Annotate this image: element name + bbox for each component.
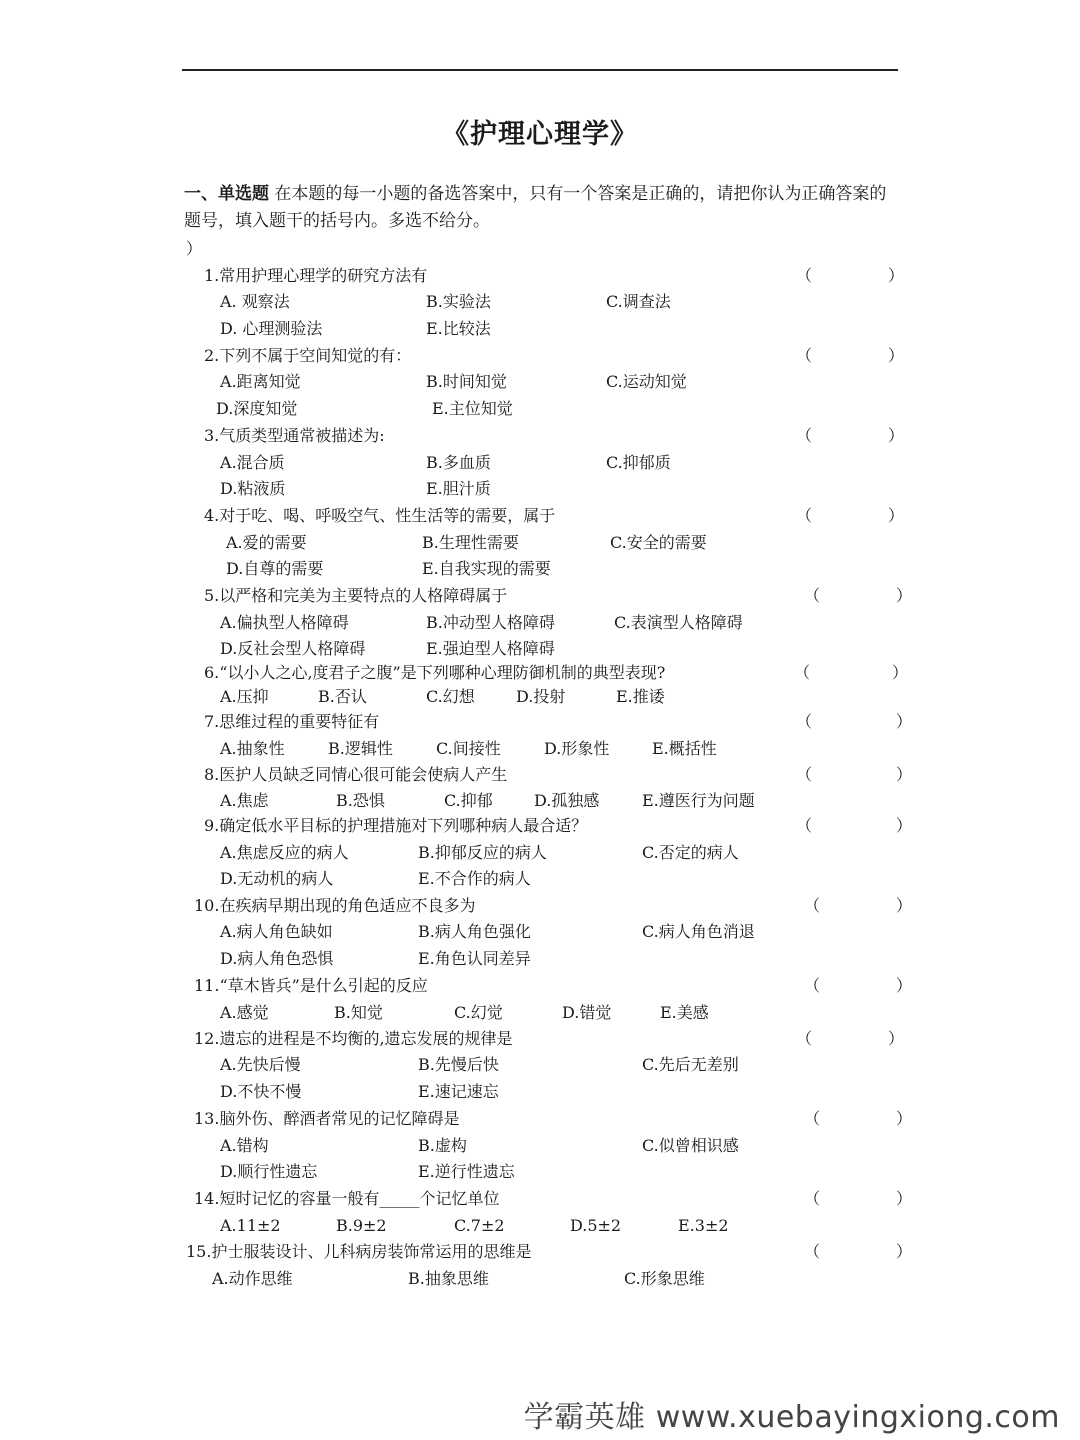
answer-bracket-open: （ bbox=[796, 266, 813, 285]
answer-option: A.病人角色缺如 bbox=[220, 922, 333, 941]
answer-option: A.抽象性 bbox=[220, 739, 285, 758]
answer-bracket-close: ） bbox=[896, 976, 913, 995]
answer-option: A.11±2 bbox=[220, 1216, 281, 1235]
answer-option: D.5±2 bbox=[570, 1216, 622, 1235]
page-title: 《护理心理学》 bbox=[442, 119, 638, 150]
answer-bracket-open: （ bbox=[796, 1029, 813, 1048]
answer-option: C.先后无差别 bbox=[642, 1055, 739, 1074]
answer-option: B.先慢后快 bbox=[418, 1055, 499, 1074]
question-stem: 11.“草木皆兵”是什么引起的反应 bbox=[194, 976, 428, 995]
answer-bracket-close: ） bbox=[896, 1109, 913, 1128]
answer-bracket-open: （ bbox=[804, 1242, 821, 1261]
answer-bracket-open: （ bbox=[796, 346, 813, 365]
answer-option: B.9±2 bbox=[336, 1216, 387, 1235]
question-stem: 2.下列不属于空间知觉的有： bbox=[204, 346, 412, 365]
answer-bracket-close: ） bbox=[888, 266, 905, 285]
answer-option: C.间接性 bbox=[436, 739, 501, 758]
answer-option: C.运动知觉 bbox=[606, 372, 687, 391]
answer-option: A.爱的需要 bbox=[226, 533, 307, 552]
answer-option: A.焦虑反应的病人 bbox=[220, 843, 349, 862]
answer-bracket-open: （ bbox=[796, 712, 813, 731]
answer-option: B.冲动型人格障碍 bbox=[426, 613, 555, 632]
answer-option: C.病人角色消退 bbox=[642, 922, 755, 941]
answer-option: D.顺行性遗忘 bbox=[220, 1162, 318, 1181]
answer-bracket-open: （ bbox=[804, 1189, 821, 1208]
answer-option: A.先快后慢 bbox=[220, 1055, 301, 1074]
answer-bracket-open: （ bbox=[796, 426, 813, 445]
answer-option: D.不快不慢 bbox=[220, 1082, 302, 1101]
answer-bracket-open: （ bbox=[794, 663, 811, 682]
answer-option: D.自尊的需要 bbox=[226, 559, 324, 578]
answer-option: D.错觉 bbox=[562, 1003, 612, 1022]
answer-option: A.偏执型人格障碍 bbox=[220, 613, 349, 632]
answer-bracket-open: （ bbox=[804, 896, 821, 915]
question-stem: 12.遗忘的进程是不均衡的,遗忘发展的规律是 bbox=[194, 1029, 513, 1048]
answer-option: B.虚构 bbox=[418, 1136, 467, 1155]
answer-option: B.实验法 bbox=[426, 292, 491, 311]
answer-option: E.推诿 bbox=[616, 687, 665, 706]
answer-bracket-open: （ bbox=[804, 1109, 821, 1128]
answer-bracket-close: ） bbox=[896, 1242, 913, 1261]
answer-option: D.无动机的病人 bbox=[220, 869, 334, 888]
question-stem: 7.思维过程的重要特征有 bbox=[204, 712, 380, 731]
answer-bracket-close: ） bbox=[888, 346, 905, 365]
answer-bracket-close: ） bbox=[888, 506, 905, 525]
answer-option: C.7±2 bbox=[454, 1216, 505, 1235]
answer-option: B.多血质 bbox=[426, 453, 491, 472]
answer-option: D.投射 bbox=[516, 687, 566, 706]
question-stem: 13.脑外伤、醉酒者常见的记忆障碍是 bbox=[194, 1109, 460, 1128]
answer-option: E.比较法 bbox=[426, 319, 491, 338]
answer-option: B.否认 bbox=[318, 687, 367, 706]
question-stem: 8.医护人员缺乏同情心很可能会使病人产生 bbox=[204, 765, 508, 784]
answer-option: A.动作思维 bbox=[212, 1269, 293, 1288]
question-stem: 9.确定低水平目标的护理措施对下列哪种病人最合适？ bbox=[204, 816, 588, 835]
answer-option: C.安全的需要 bbox=[610, 533, 707, 552]
answer-option: C.表演型人格障碍 bbox=[614, 613, 743, 632]
answer-option: B.病人角色强化 bbox=[418, 922, 531, 941]
section-heading: 一、单选题 bbox=[184, 184, 269, 204]
answer-option: A.感觉 bbox=[220, 1003, 269, 1022]
answer-option: C.抑郁 bbox=[444, 791, 493, 810]
answer-bracket-close: ） bbox=[896, 712, 913, 731]
answer-bracket-close: ） bbox=[896, 765, 913, 784]
answer-bracket-close: ） bbox=[892, 663, 909, 682]
answer-option: E.3±2 bbox=[678, 1216, 729, 1235]
answer-bracket-open: （ bbox=[804, 586, 821, 605]
answer-option: E.逆行性遗忘 bbox=[418, 1162, 515, 1181]
answer-option: D.深度知觉 bbox=[216, 399, 298, 418]
section-instructions: 在本题的每一小题的备选答案中，只有一个答案是正确的，请把你认为正确答案的题号，填入题干的括号内。多选不给分。 bbox=[184, 184, 887, 231]
answer-option: D.病人角色恐惧 bbox=[220, 949, 334, 968]
answer-option: B.生理性需要 bbox=[422, 533, 519, 552]
answer-option: B.时间知觉 bbox=[426, 372, 507, 391]
answer-option: D.孤独感 bbox=[534, 791, 600, 810]
answer-option: B.抑郁反应的病人 bbox=[418, 843, 547, 862]
stray-paren: ） bbox=[186, 239, 203, 258]
answer-option: D.粘液质 bbox=[220, 479, 286, 498]
answer-option: E.美感 bbox=[660, 1003, 709, 1022]
answer-option: A.错构 bbox=[220, 1136, 269, 1155]
answer-option: E.概括性 bbox=[652, 739, 717, 758]
answer-option: C.抑郁质 bbox=[606, 453, 671, 472]
question-stem: 6.“以小人之心,度君子之腹”是下列哪种心理防御机制的典型表现? bbox=[204, 663, 666, 682]
answer-option: C.形象思维 bbox=[624, 1269, 705, 1288]
question-stem: 10.在疾病早期出现的角色适应不良多为 bbox=[194, 896, 476, 915]
answer-bracket-close: ） bbox=[888, 1029, 905, 1048]
answer-bracket-open: （ bbox=[796, 765, 813, 784]
answer-option: E.主位知觉 bbox=[432, 399, 513, 418]
answer-option: C.幻觉 bbox=[454, 1003, 503, 1022]
answer-option: E.胆汁质 bbox=[426, 479, 491, 498]
answer-option: C.否定的病人 bbox=[642, 843, 739, 862]
question-stem: 3.气质类型通常被描述为: bbox=[204, 426, 385, 445]
answer-option: C.幻想 bbox=[426, 687, 475, 706]
question-stem: 14.短时记忆的容量一般有_____个记忆单位 bbox=[194, 1189, 500, 1208]
answer-option: E.强迫型人格障碍 bbox=[426, 639, 555, 658]
answer-bracket-open: （ bbox=[796, 506, 813, 525]
answer-option: A.混合质 bbox=[220, 453, 285, 472]
answer-option: D.形象性 bbox=[544, 739, 610, 758]
answer-option: E.角色认同差异 bbox=[418, 949, 531, 968]
answer-option: C.似曾相识感 bbox=[642, 1136, 739, 1155]
answer-bracket-close: ） bbox=[896, 1189, 913, 1208]
answer-option: D. 心理测验法 bbox=[220, 319, 323, 338]
answer-option: C.调查法 bbox=[606, 292, 671, 311]
answer-bracket-open: （ bbox=[796, 816, 813, 835]
question-stem: 4.对于吃、喝、呼吸空气、性生活等的需要，属于 bbox=[204, 506, 556, 525]
answer-option: A.焦虑 bbox=[220, 791, 269, 810]
answer-option: E.速记速忘 bbox=[418, 1082, 499, 1101]
answer-option: B.恐惧 bbox=[336, 791, 385, 810]
answer-option: A.压抑 bbox=[220, 687, 269, 706]
answer-option: B.逻辑性 bbox=[328, 739, 393, 758]
answer-bracket-open: （ bbox=[804, 976, 821, 995]
question-stem: 5.以严格和完美为主要特点的人格障碍属于 bbox=[204, 586, 508, 605]
answer-option: A.距离知觉 bbox=[220, 372, 301, 391]
answer-option: E.自我实现的需要 bbox=[422, 559, 551, 578]
question-stem: 1.常用护理心理学的研究方法有 bbox=[204, 266, 428, 285]
watermark: 学霸英雄 www.xuebayingxiong.com bbox=[523, 1400, 1060, 1435]
answer-bracket-close: ） bbox=[896, 816, 913, 835]
answer-option: A. 观察法 bbox=[220, 292, 290, 311]
answer-bracket-close: ） bbox=[888, 426, 905, 445]
section-intro bbox=[184, 181, 900, 235]
answer-bracket-close: ） bbox=[896, 896, 913, 915]
answer-option: E.遵医行为问题 bbox=[642, 791, 755, 810]
answer-option: E.不合作的病人 bbox=[418, 869, 531, 888]
answer-option: B.抽象思维 bbox=[408, 1269, 489, 1288]
answer-bracket-close: ） bbox=[896, 586, 913, 605]
header-rule bbox=[182, 69, 898, 71]
question-stem: 15.护士服装设计、儿科病房装饰常运用的思维是 bbox=[186, 1242, 532, 1261]
answer-option: B.知觉 bbox=[334, 1003, 383, 1022]
answer-option: D.反社会型人格障碍 bbox=[220, 639, 366, 658]
